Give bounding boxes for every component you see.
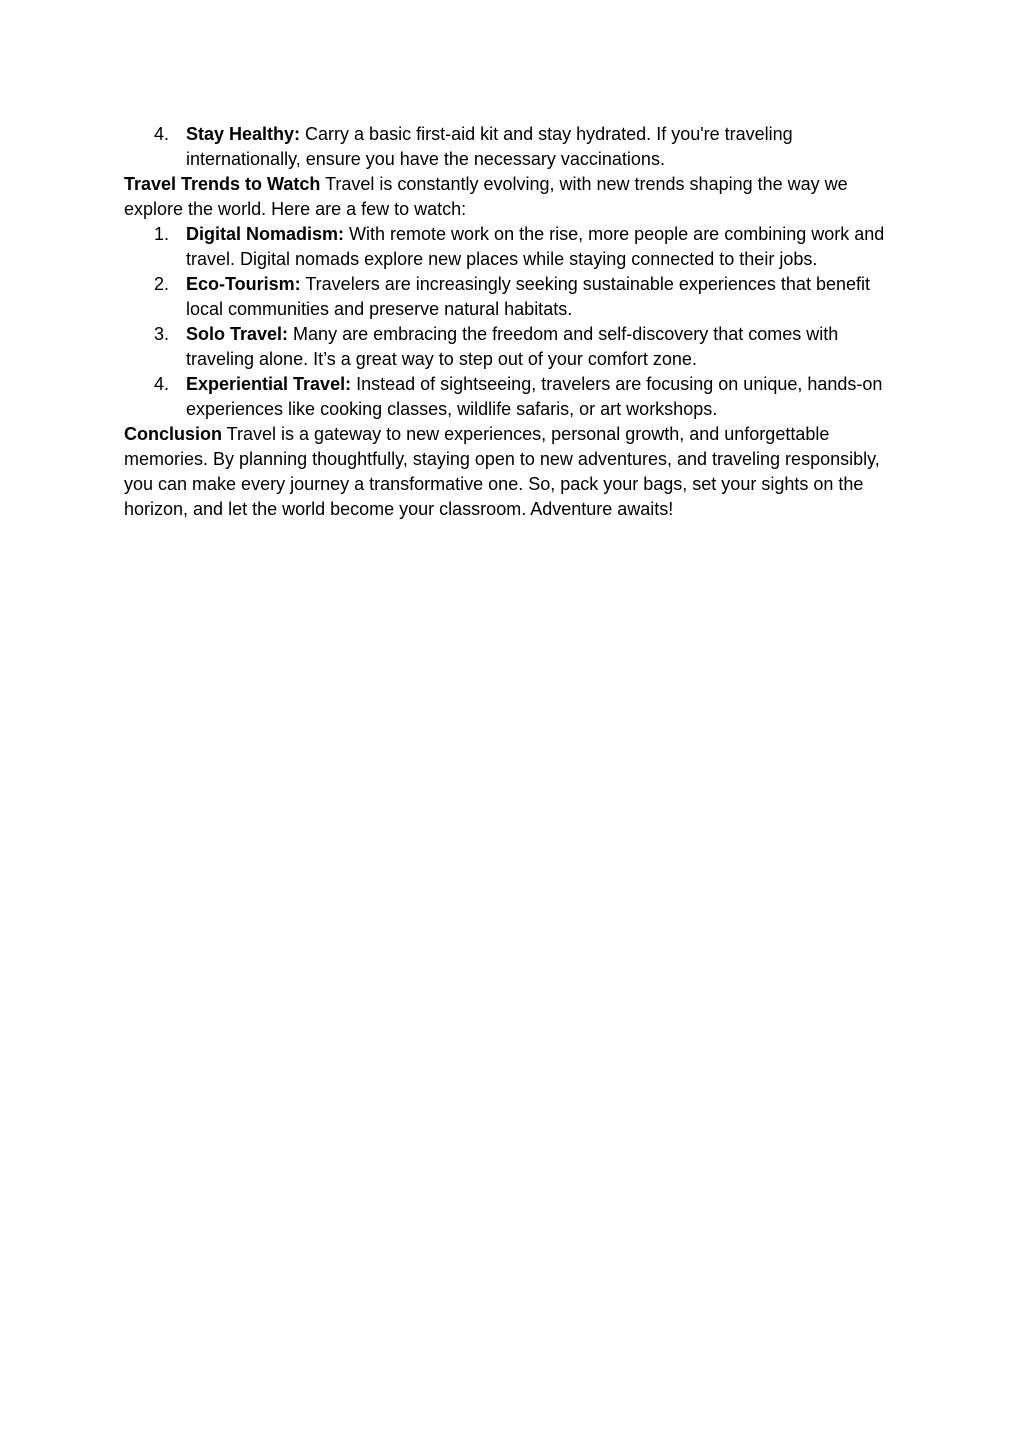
conclusion-text: Travel is a gateway to new experiences, personal growth, and unforgettable memories. By planning thoughtfully, staying open to new adventures, and traveling responsibly, you can make every journey a transformative one. So, pack your bags, set your sights on the horizon, and let the world become your classroom. Adventure awaits! [124, 424, 880, 519]
conclusion-paragraph [124, 422, 904, 522]
trends-heading: Travel Trends to Watch [124, 174, 321, 194]
list-item-text: Many are embracing the freedom and self-discovery that comes with traveling alone. It’s a great way to step out of your comfort zone. [186, 324, 839, 369]
list-number: 4. [154, 374, 170, 394]
list-item-lead: Solo Travel: [186, 324, 289, 344]
list-item [124, 222, 904, 272]
document-body [124, 122, 904, 522]
list-item [124, 122, 904, 172]
conclusion-heading: Conclusion [124, 424, 222, 444]
list-item [124, 272, 904, 322]
trends-intro: Travel is constantly evolving, with new trends shaping the way we explore the world. Here are a few to watch: [124, 174, 848, 219]
trends-paragraph [124, 172, 904, 222]
list-item-lead: Experiential Travel: [186, 374, 352, 394]
list-number: 1. [154, 224, 170, 244]
list-item-lead: Digital Nomadism: [186, 224, 345, 244]
list-number: 4. [154, 124, 170, 144]
list-item-lead: Eco-Tourism: [186, 274, 301, 294]
list-item-lead: Stay Healthy: [186, 124, 301, 144]
list-item-text: With remote work on the rise, more people are combining work and travel. Digital nomads explore new places while staying connected to their jobs. [186, 224, 885, 269]
list-item-text: Carry a basic first-aid kit and stay hydrated. If you're traveling internationally, ensure you have the necessary vaccinations. [186, 124, 793, 169]
list-item [124, 322, 904, 372]
list-item [124, 372, 904, 422]
list-item-text: Instead of sightseeing, travelers are focusing on unique, hands-on experiences like cooking classes, wildlife safaris, or art workshops. [186, 374, 883, 419]
trends-list [124, 222, 904, 422]
list-item-text: Travelers are increasingly seeking sustainable experiences that benefit local communities and preserve natural habitats. [186, 274, 870, 319]
list-number: 2. [154, 274, 170, 294]
list-number: 3. [154, 324, 170, 344]
health-tips-list-continued [124, 122, 904, 172]
